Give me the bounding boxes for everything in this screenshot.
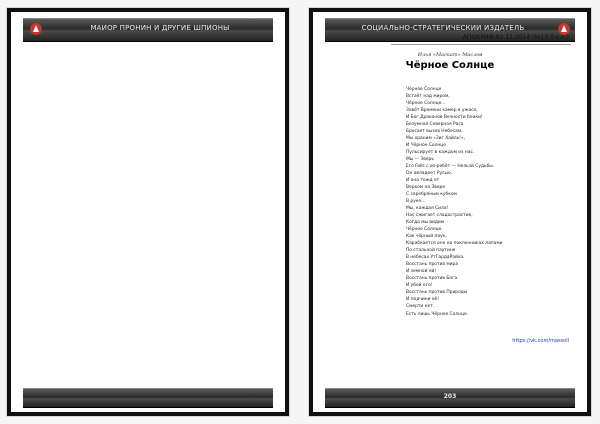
poem-line: Восстань против Бога: [406, 276, 458, 282]
poem-line: Пульсирует в каждом из нас.: [406, 150, 475, 156]
poem-line: И она тожд ет: [406, 178, 440, 184]
poem-title: Чёрное Солнце: [405, 60, 495, 71]
left-page: [6, 7, 290, 417]
left-footer-band: [23, 388, 273, 408]
poem-line: Его Falls с из-ребёт — Нельзй Судьбы.: [406, 164, 495, 170]
poem-line: С серебряным кубком: [406, 192, 457, 198]
poem-line: Чёрное Солнце.: [406, 227, 443, 233]
poem-line: Верхом на Звере: [406, 185, 446, 191]
poem-line: Карабкается оно на поклонниках лапами: [406, 241, 503, 247]
poem-line: Нас сжигает сладострастие,: [406, 213, 473, 219]
poem-line: Чёрное Солнце: [406, 87, 442, 92]
poem-line: Он овладеет Русью,: [406, 171, 453, 177]
poem-line: Когда мы видим: [406, 220, 445, 226]
poem-line: В руке…: [406, 199, 426, 205]
left-header-band: [23, 18, 273, 42]
header-divider: [391, 44, 571, 45]
issue-line: АПОКРИФ-82 11.2014 (№15.0 s.n.): [462, 34, 569, 41]
page-number: 203: [443, 393, 457, 400]
poem-line: И убей его!: [406, 283, 433, 289]
poem-line: В небесах УтГардаРайха.: [406, 255, 465, 261]
red-emblem-icon: [29, 22, 43, 36]
poem-line: И Бог Драконов Вечности блики!: [406, 115, 483, 121]
poem-line: По стальной паутине: [406, 248, 456, 254]
right-header-text: СОЦИАЛЬНО-СТРАТЕГИЧЕСКИЙ ИЗДАТЕЛЬ: [361, 24, 525, 32]
poem-line: Смерти нет.: [406, 304, 435, 310]
poem-line: Мы — Зверь: [406, 157, 434, 163]
poem-line: И Чёрное Солнце: [406, 143, 446, 149]
poem-line: Встаёт над миром,: [406, 94, 450, 100]
poem-line: И подчини её!: [406, 297, 440, 303]
poem-line: Чёрное Солнце…: [406, 101, 446, 107]
poem-body: [406, 86, 576, 318]
poem-line: Мы храним «Зиг Хайль!»,: [406, 136, 466, 142]
left-header-text: МАЙОР ПРОНИН И ДРУГИЕ ШПИОНЫ: [90, 24, 230, 32]
author-link[interactable]: https://vk.com/massoll: [512, 338, 569, 344]
poem-line: Безумная Северная Раса: [406, 122, 464, 128]
poem-line: Бросает вызов Небесам.: [406, 129, 463, 135]
poem-line: Как чёрный паук,: [406, 234, 447, 240]
poem-line: Мы, каждая Сила!: [406, 206, 449, 212]
poem-line: Восстань против мира: [406, 262, 459, 268]
right-page: [308, 7, 592, 417]
author-name: Илья «Маскат» Маслов: [417, 52, 483, 58]
right-footer-band: [325, 388, 575, 408]
poem-line: Есть лишь Чёрное Солнце.: [406, 311, 469, 317]
poem-line: Зовёт Времени камер в ужасе,: [406, 108, 478, 114]
poem-line: И земной ей!: [406, 269, 437, 275]
poem-line: Восстань против Природы: [406, 290, 468, 296]
